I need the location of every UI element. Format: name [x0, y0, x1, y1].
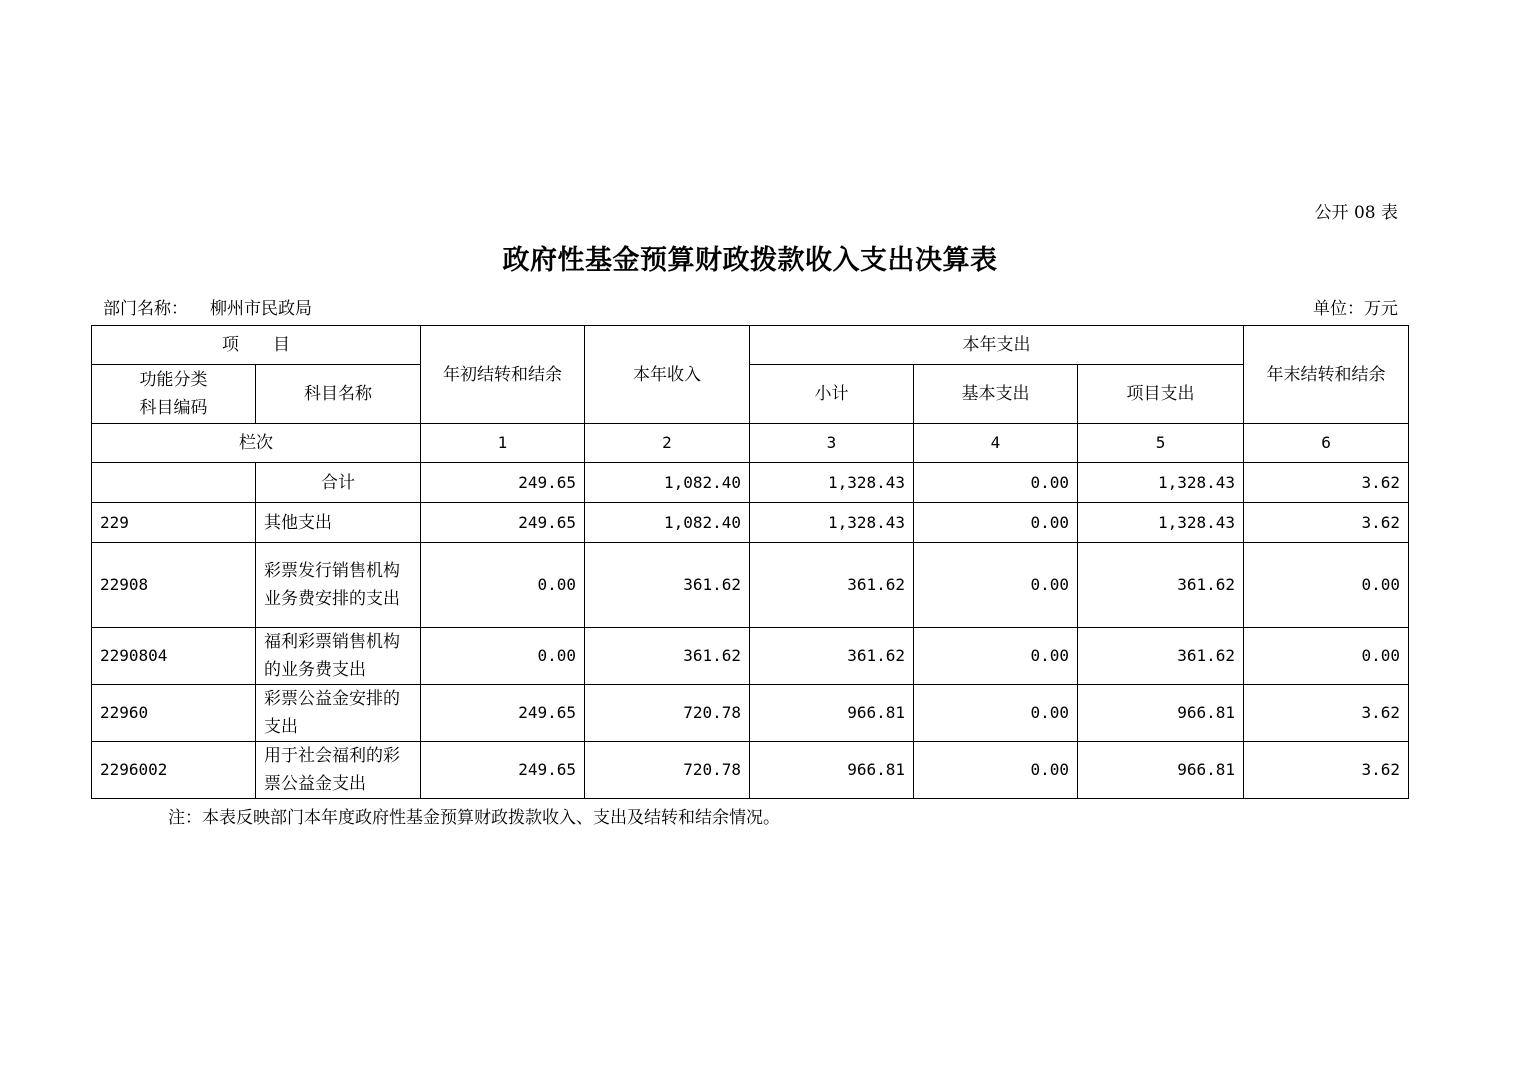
header-closing-balance: 年末结转和结余 — [1244, 326, 1409, 424]
row-code: 22908 — [92, 543, 256, 628]
row-value: 0.00 — [1244, 628, 1409, 685]
row-value: 361.62 — [585, 543, 750, 628]
header-func-code-line1: 功能分类 — [139, 370, 208, 390]
header-func-code — [92, 365, 256, 424]
header-basic-expense: 基本支出 — [914, 365, 1078, 424]
header-annual-income: 本年收入 — [585, 326, 750, 424]
row-code: 2296002 — [92, 742, 256, 799]
header-annual-expense: 本年支出 — [750, 326, 1244, 365]
row-value: 0.00 — [421, 543, 585, 628]
header-item: 项 目 — [92, 326, 421, 365]
table-row — [92, 628, 1409, 685]
row-value: 361.62 — [1078, 628, 1244, 685]
header-subject-name: 科目名称 — [256, 365, 421, 424]
form-number: 公开 08 表 — [1314, 203, 1398, 223]
row-value: 3.62 — [1244, 742, 1409, 799]
header-opening-balance: 年初结转和结余 — [421, 326, 585, 424]
row-code: 22960 — [92, 685, 256, 742]
row-value: 361.62 — [1078, 543, 1244, 628]
department-info — [103, 294, 312, 319]
row-value: 0.00 — [914, 463, 1078, 503]
table-row — [92, 463, 1409, 503]
row-value: 1,328.43 — [1078, 503, 1244, 543]
row-value: 249.65 — [421, 685, 585, 742]
row-value: 249.65 — [421, 742, 585, 799]
table-row — [92, 685, 1409, 742]
header-column-label: 栏次 — [92, 424, 421, 463]
row-value: 3.62 — [1244, 503, 1409, 543]
row-value: 0.00 — [421, 628, 585, 685]
row-value: 361.62 — [750, 628, 914, 685]
col-number: 6 — [1244, 424, 1409, 463]
header-project-expense: 项目支出 — [1078, 365, 1244, 424]
row-name: 彩票公益金安排的支出 — [256, 685, 421, 742]
row-value: 1,082.40 — [585, 503, 750, 543]
row-value: 1,328.43 — [750, 463, 914, 503]
row-value: 361.62 — [585, 628, 750, 685]
page-title: 政府性基金预算财政拨款收入支出决算表 — [502, 245, 998, 276]
row-value: 720.78 — [585, 685, 750, 742]
row-value: 966.81 — [1078, 685, 1244, 742]
row-value: 0.00 — [914, 543, 1078, 628]
row-value: 1,328.43 — [1078, 463, 1244, 503]
row-value: 720.78 — [585, 742, 750, 799]
col-number: 2 — [585, 424, 750, 463]
unit-label: 单位：万元 — [1313, 299, 1398, 319]
row-value: 249.65 — [421, 463, 585, 503]
row-value: 966.81 — [750, 685, 914, 742]
col-number: 5 — [1078, 424, 1244, 463]
row-name: 合计 — [256, 463, 421, 503]
row-value: 0.00 — [914, 503, 1078, 543]
row-value: 361.62 — [750, 543, 914, 628]
row-name: 其他支出 — [256, 503, 421, 543]
row-value: 3.62 — [1244, 685, 1409, 742]
budget-table — [91, 325, 1409, 799]
col-number: 4 — [914, 424, 1078, 463]
row-code: 2290804 — [92, 628, 256, 685]
col-number: 3 — [750, 424, 914, 463]
row-code — [92, 463, 256, 503]
row-value: 0.00 — [914, 685, 1078, 742]
row-value: 249.65 — [421, 503, 585, 543]
row-code: 229 — [92, 503, 256, 543]
department-value: 柳州市民政局 — [210, 299, 312, 319]
row-value: 3.62 — [1244, 463, 1409, 503]
row-value: 966.81 — [750, 742, 914, 799]
table-row — [92, 503, 1409, 543]
col-number: 1 — [421, 424, 585, 463]
row-value: 966.81 — [1078, 742, 1244, 799]
footnote: 注：本表反映部门本年度政府性基金预算财政拨款收入、支出及结转和结余情况。 — [168, 808, 780, 828]
row-name: 福利彩票销售机构的业务费支出 — [256, 628, 421, 685]
row-name: 彩票发行销售机构业务费安排的支出 — [256, 543, 421, 628]
department-label: 部门名称： — [103, 299, 188, 319]
row-value: 0.00 — [914, 742, 1078, 799]
header-subtotal: 小计 — [750, 365, 914, 424]
table-row — [92, 543, 1409, 628]
table-row — [92, 742, 1409, 799]
row-value: 0.00 — [1244, 543, 1409, 628]
row-value: 1,082.40 — [585, 463, 750, 503]
row-name: 用于社会福利的彩票公益金支出 — [256, 742, 421, 799]
row-value: 0.00 — [914, 628, 1078, 685]
row-value: 1,328.43 — [750, 503, 914, 543]
header-func-code-line2: 科目编码 — [139, 398, 208, 418]
